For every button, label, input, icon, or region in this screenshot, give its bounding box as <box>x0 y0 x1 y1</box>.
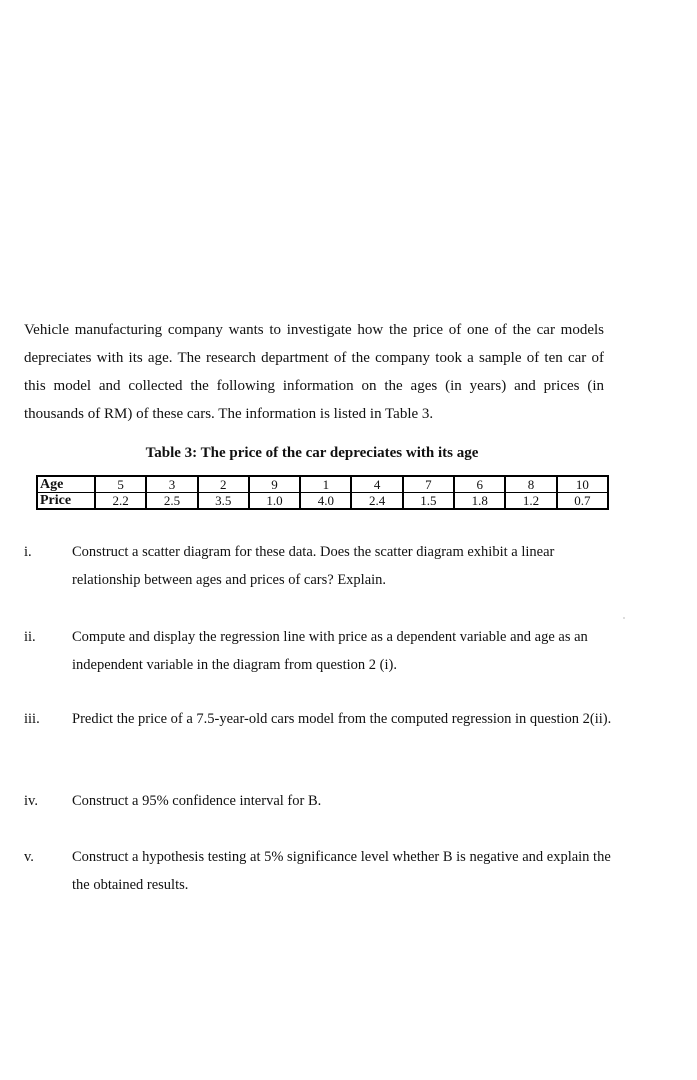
age-price-table <box>36 475 609 510</box>
intro-paragraph: Vehicle manufacturing company wants to investigate how the price of one of the car models depreciates with its age. The research department of the company took a sample of ten car of this model and collected the following information on the ages (in years) and prices (in thousands of RM) of these cars. The information is listed in Table 3. <box>24 322 604 422</box>
age-cell: 5 <box>95 476 146 493</box>
age-cell: 8 <box>505 476 556 493</box>
age-cell: 9 <box>249 476 300 493</box>
question-3 <box>24 705 614 733</box>
price-label: Price <box>37 493 95 510</box>
price-cell: 1.5 <box>403 493 454 510</box>
question-2 <box>24 623 614 679</box>
question-text: Construct a 95% confidence interval for B. <box>72 793 322 809</box>
table-row-price <box>37 493 608 510</box>
question-number: ii. <box>24 629 36 645</box>
table-caption: Table 3: The price of the car depreciates with its age <box>145 445 479 461</box>
question-text: Compute and display the regression line with price as a dependent variable and age as an independent variable in the diagram from question 2 (i). <box>72 629 588 673</box>
age-cell: 6 <box>454 476 505 493</box>
price-cell: 2.5 <box>146 493 197 510</box>
price-cell: 3.5 <box>198 493 249 510</box>
question-number: iii. <box>24 711 40 727</box>
age-cell: 10 <box>557 476 608 493</box>
price-cell: 1.2 <box>505 493 556 510</box>
question-text: Predict the price of a 7.5-year-old cars model from the computed regression in question 2(ii). <box>72 711 612 727</box>
age-cell: 2 <box>198 476 249 493</box>
scan-mark <box>623 617 625 619</box>
question-number: iv. <box>24 793 38 809</box>
question-number: v. <box>24 849 34 865</box>
age-cell: 3 <box>146 476 197 493</box>
age-cell: 4 <box>351 476 402 493</box>
price-cell: 1.8 <box>454 493 505 510</box>
price-cell: 2.2 <box>95 493 146 510</box>
price-cell: 2.4 <box>351 493 402 510</box>
question-5 <box>24 843 614 899</box>
question-text: Construct a hypothesis testing at 5% significance level whether B is negative and explain the the obtained results. <box>72 849 611 893</box>
question-text: Construct a scatter diagram for these data. Does the scatter diagram exhibit a linear relationship between ages and prices of cars? Explain. <box>72 544 555 588</box>
price-cell: 0.7 <box>557 493 608 510</box>
age-cell: 1 <box>300 476 351 493</box>
question-number: i. <box>24 544 32 560</box>
table-row-age <box>37 476 608 493</box>
question-1 <box>24 538 614 594</box>
price-cell: 1.0 <box>249 493 300 510</box>
age-label: Age <box>37 476 95 493</box>
question-4 <box>24 787 614 815</box>
price-cell: 4.0 <box>300 493 351 510</box>
age-cell: 7 <box>403 476 454 493</box>
